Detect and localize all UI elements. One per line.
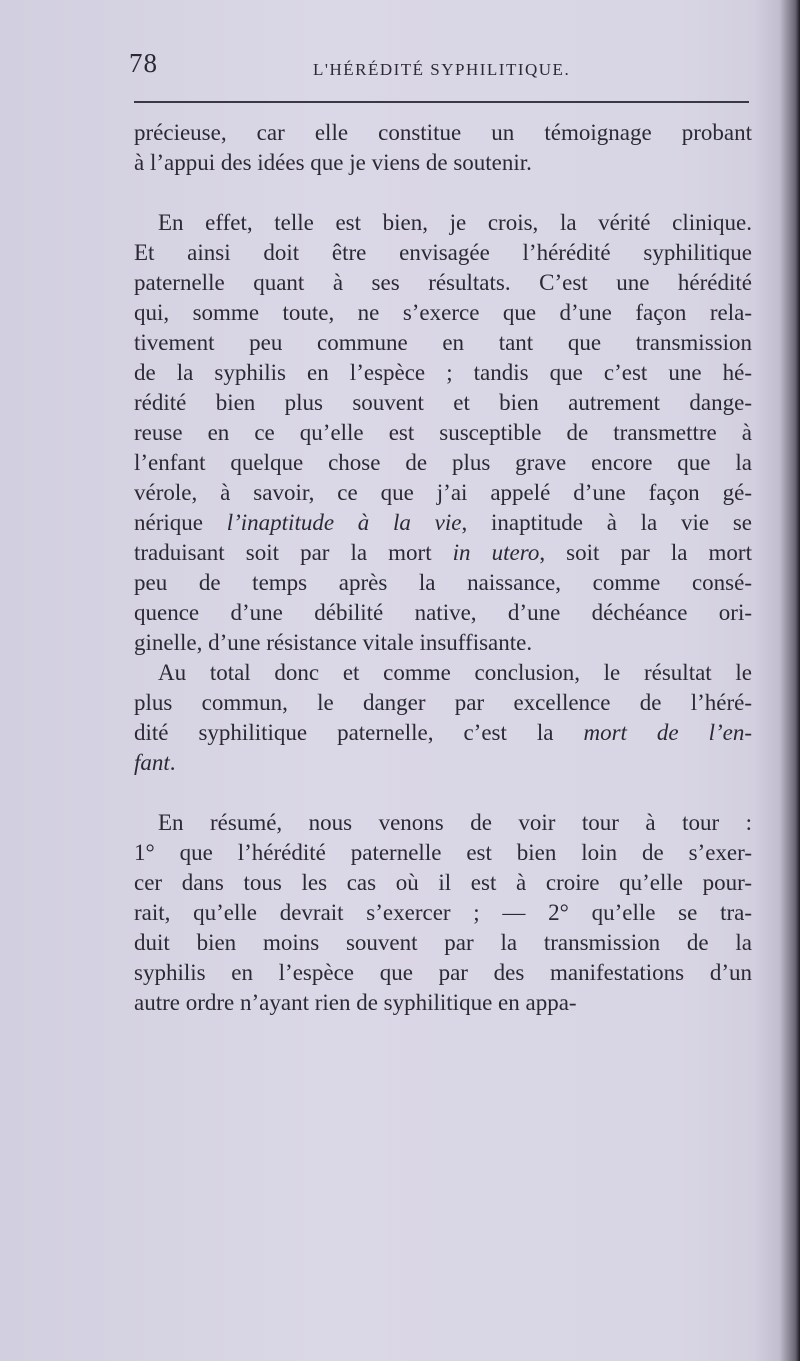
text-line [134, 988, 752, 1018]
text-line [134, 448, 752, 478]
paragraph-gap [134, 778, 752, 808]
text-run: , soit par la mort [539, 540, 752, 565]
italic-text: in utero [452, 540, 540, 565]
text-line [134, 958, 752, 988]
page-number: 78 [129, 48, 158, 78]
paragraph [134, 118, 752, 178]
text-run: reuse en ce qu’elle est susceptible de transmettre à [134, 420, 752, 445]
text-line [134, 598, 752, 628]
text-run: 1° que l’hérédité paternelle est bien loin de s’exer- [134, 840, 752, 865]
text-run: En résumé, nous venons de voir tour à tour : [158, 810, 752, 835]
text-run: duit bien moins souvent par la transmission de la [134, 930, 752, 955]
paragraph [134, 208, 752, 658]
italic-text: l’inaptitude à la vie [226, 510, 462, 535]
text-run: à l’appui des idées que je viens de soutenir. [134, 150, 532, 175]
text-run: quence d’une débilité native, d’une déchéance ori- [134, 600, 752, 625]
header-rule [134, 101, 749, 103]
text-line [134, 898, 752, 928]
text-line [134, 808, 752, 838]
text-line [134, 508, 752, 538]
text-run: , inaptitude à la vie se [461, 510, 753, 535]
text-run: rédité bien plus souvent et bien autrement dange- [134, 390, 752, 415]
paragraph-gap [134, 178, 752, 208]
italic-text: mort de l’en- [583, 720, 752, 745]
text-run: qui, somme toute, ne s’exerce que d’une façon rela- [134, 300, 752, 325]
text-line [134, 268, 752, 298]
text-line [134, 868, 752, 898]
page-header [129, 48, 749, 88]
text-run: nérique [134, 510, 227, 535]
text-run: tivement peu commune en tant que transmission [134, 330, 752, 355]
text-line [134, 538, 752, 568]
italic-text: fant [134, 750, 170, 775]
text-line [134, 298, 752, 328]
text-line [134, 118, 752, 148]
text-run: cer dans tous les cas où il est à croire qu’elle pour- [134, 870, 752, 895]
text-run: En effet, telle est bien, je crois, la vérité clinique. [158, 210, 752, 235]
text-line [134, 148, 752, 178]
text-line [134, 568, 752, 598]
page-edge-shadow [754, 0, 800, 1361]
text-line [134, 388, 752, 418]
text-run: rait, qu’elle devrait s’exercer ; — 2° qu’elle se tra- [134, 900, 752, 925]
text-run: syphilis en l’espèce que par des manifestations d’un [134, 960, 752, 985]
paragraph [134, 808, 752, 1018]
text-run: précieuse, car elle constitue un témoignage probant [134, 120, 752, 145]
text-line [134, 328, 752, 358]
text-line [134, 748, 752, 778]
text-run: de la syphilis en l’espèce ; tandis que c’est une hé- [134, 360, 752, 385]
text-line [134, 718, 752, 748]
text-run: paternelle quant à ses résultats. C’est une hérédité [134, 270, 752, 295]
text-run: . [169, 750, 176, 775]
text-line [134, 658, 752, 688]
text-run: autre ordre n’ayant rien de syphilitique en appa- [134, 990, 577, 1015]
text-line [134, 208, 752, 238]
text-run: vérole, à savoir, ce que j’ai appelé d’une façon gé- [134, 480, 752, 505]
text-line [134, 628, 752, 658]
text-run: Au total donc et comme conclusion, le résultat le [158, 660, 752, 685]
text-line [134, 238, 752, 268]
text-line [134, 478, 752, 508]
text-run: ginelle, d’une résistance vitale insuffisante. [134, 630, 533, 655]
text-line [134, 838, 752, 868]
text-run: l’enfant quelque chose de plus grave encore que la [134, 450, 752, 475]
text-line [134, 358, 752, 388]
text-line [134, 928, 752, 958]
text-line [134, 688, 752, 718]
text-run: Et ainsi doit être envisagée l’hérédité syphilitique [134, 240, 752, 265]
paragraph [134, 658, 752, 778]
text-run: traduisant soit par la mort [134, 540, 453, 565]
text-run: dité syphilitique paternelle, c’est la [134, 720, 584, 745]
running-head: L'HÉRÉDITÉ SYPHILITIQUE. [313, 60, 571, 79]
body-text [134, 118, 752, 1018]
text-run: plus commun, le danger par excellence de l’héré- [134, 690, 752, 715]
text-run: peu de temps après la naissance, comme consé- [134, 570, 752, 595]
text-line [134, 418, 752, 448]
